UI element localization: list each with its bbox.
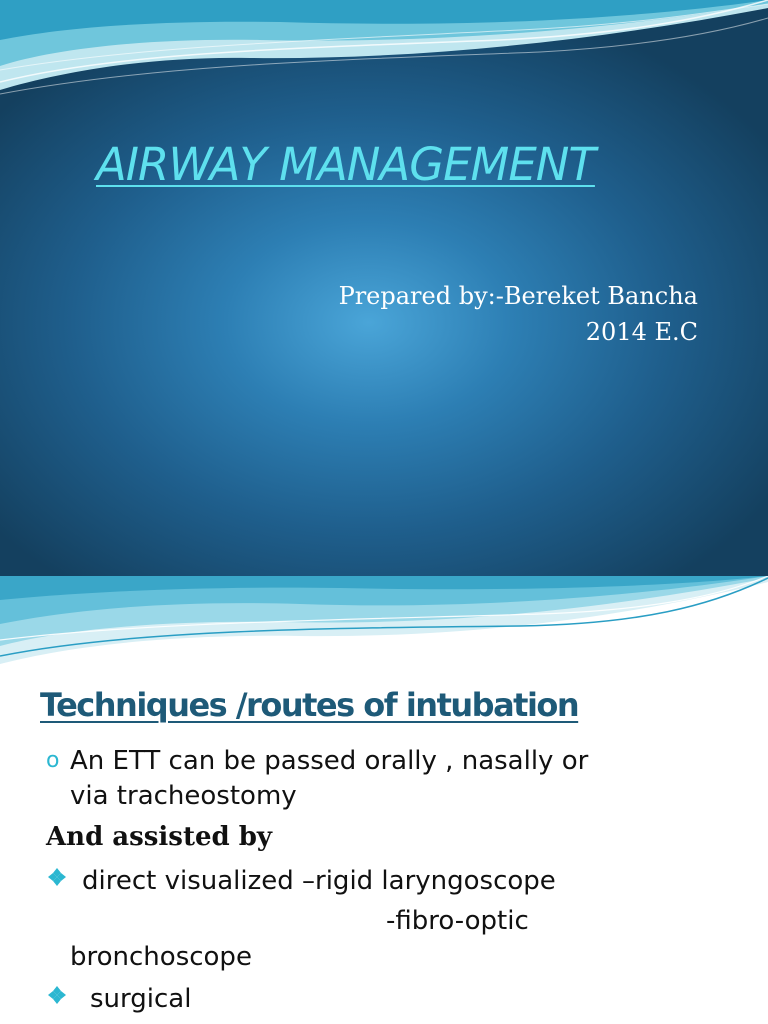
item1-line2: -fibro-optic (386, 906, 529, 936)
slide-title: AIRWAY MANAGEMENT (96, 138, 595, 191)
bullet-marker: o (46, 748, 60, 773)
item2: surgical (90, 984, 192, 1014)
subheading: And assisted by (46, 822, 273, 852)
item1-line3: bronchoscope (70, 942, 252, 972)
subtitle-year: 2014 E.C (585, 318, 698, 346)
content-slide (0, 576, 768, 1024)
top-wave-decoration-2 (0, 576, 768, 666)
item1-line1: direct visualized –rigid laryngoscope (82, 866, 556, 896)
top-wave-decoration (0, 0, 768, 100)
bullet1-line2: via tracheostomy (70, 781, 297, 811)
diamond-bullet-icon (48, 868, 66, 886)
slide-heading: Techniques /routes of intubation (40, 686, 579, 724)
bullet1-line1: An ETT can be passed orally , nasally or (70, 746, 589, 776)
slide-subtitle (339, 278, 698, 350)
diamond-bullet-icon (48, 986, 66, 1004)
subtitle-author: Prepared by:-Bereket Bancha (338, 282, 698, 310)
